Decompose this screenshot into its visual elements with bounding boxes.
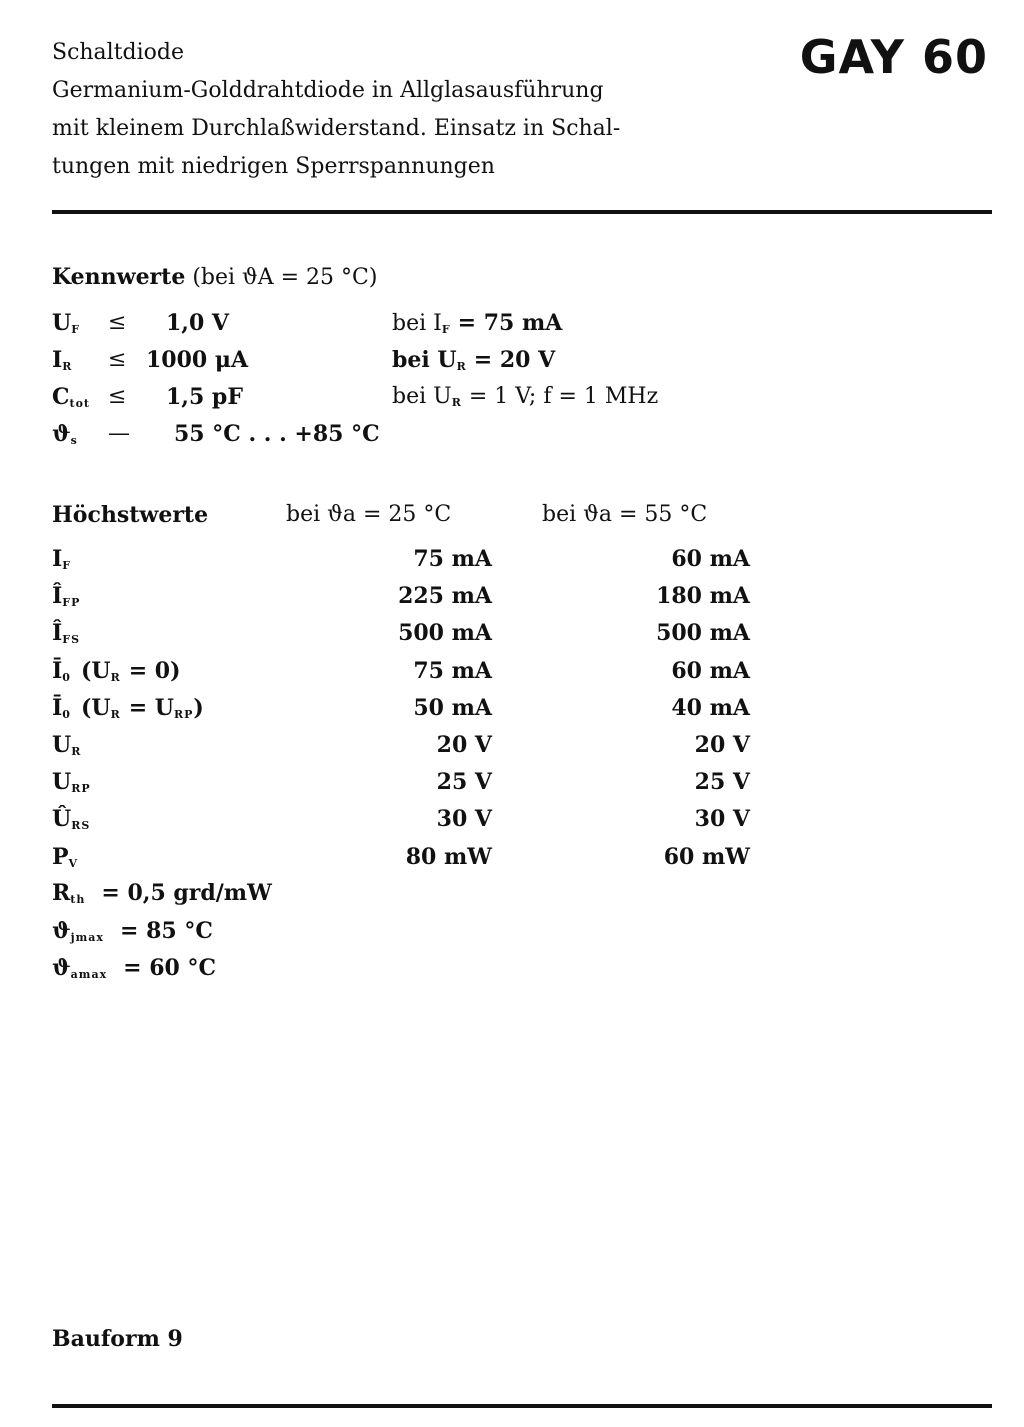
symbol-sub: 0: [62, 671, 71, 684]
value: 1,0 V: [166, 310, 230, 336]
symbol: P: [52, 844, 69, 870]
suffix: (U: [80, 658, 111, 684]
condition-value: = 1 V; f = 1 MHz: [468, 384, 659, 409]
value: = 0,5 grd/mW: [101, 880, 272, 906]
extra-parameter: [52, 918, 213, 944]
value-55c: 20 V: [694, 732, 750, 758]
value: 55 °C . . . +85 °C: [174, 421, 380, 447]
column-header-25: bei ϑa = 25 °C: [286, 502, 452, 527]
value: 1000 μA: [146, 347, 249, 373]
kennwerte-row: [52, 384, 90, 410]
extra-parameter: [52, 880, 272, 906]
symbol: Ī: [52, 658, 63, 684]
symbol: U: [52, 310, 72, 336]
symbol-sub: amax: [70, 968, 108, 981]
value-25c: 75 mA: [413, 658, 492, 684]
symbol-sub: th: [70, 893, 86, 906]
symbol-sub: FP: [62, 596, 81, 609]
symbol: ϑ: [52, 918, 71, 944]
symbol-sub: RP: [71, 782, 91, 795]
value-55c: 60 mA: [671, 658, 750, 684]
symbol-sub: F: [71, 323, 80, 336]
value-55c: 40 mA: [671, 695, 750, 721]
value: = 85 °C: [119, 918, 213, 944]
suffix-sub: RP: [174, 708, 194, 721]
parameter-label: [52, 695, 204, 721]
kennwerte-row: [52, 347, 72, 373]
kennwerte-row: [52, 310, 80, 336]
symbol: I: [52, 347, 63, 373]
value-25c: 80 mW: [405, 844, 492, 870]
hoechstwerte-title: Höchstwerte: [52, 502, 209, 528]
value-55c: 30 V: [694, 806, 750, 832]
parameter-label: [52, 806, 90, 832]
symbol: ϑ: [52, 955, 71, 981]
condition: [392, 310, 562, 336]
parameter-label: [52, 546, 71, 572]
parameter-label: [52, 620, 80, 646]
parameter-label: [52, 658, 181, 684]
suffix-sub: R: [110, 708, 121, 721]
symbol: Ī: [52, 695, 63, 721]
condition-sub: R: [456, 360, 467, 373]
condition: [392, 384, 658, 409]
symbol-sub: V: [68, 857, 79, 870]
parameter-label: [52, 583, 80, 609]
symbol-sub: tot: [69, 397, 91, 410]
symbol: I: [52, 546, 63, 572]
parameter-label: [52, 844, 78, 870]
kennwerte-title: Kennwerte: [52, 264, 186, 290]
value-55c: 60 mW: [663, 844, 750, 870]
symbol: C: [52, 384, 70, 410]
symbol: ϑ: [52, 421, 71, 447]
intro-line: mit kleinem Durchlaßwiderstand. Einsatz in Schal-: [52, 116, 621, 141]
intro-line: Germanium-Golddrahtdiode in Allglasausführung: [52, 78, 604, 103]
suffix-sub: R: [110, 671, 121, 684]
symbol: Û: [52, 806, 72, 832]
symbol: U: [52, 732, 72, 758]
condition: [392, 347, 555, 373]
intro-line: Schaltdiode: [52, 40, 185, 65]
symbol: Î: [52, 620, 63, 646]
intro-line: tungen mit niedrigen Sperrspannungen: [52, 154, 495, 179]
value-25c: 20 V: [436, 732, 492, 758]
value-25c: 75 mA: [413, 546, 492, 572]
parameter-label: [52, 732, 81, 758]
kennwerte-heading: [52, 264, 377, 290]
value-25c: 25 V: [436, 769, 492, 795]
kennwerte-row: [52, 421, 78, 447]
value-25c: 50 mA: [413, 695, 492, 721]
top-divider: [52, 210, 992, 214]
symbol-sub: 0: [62, 708, 71, 721]
value-25c: 225 mA: [398, 583, 492, 609]
relation: —: [108, 421, 130, 446]
intro-text: [52, 34, 620, 186]
relation: ≤: [108, 347, 127, 372]
relation: ≤: [108, 310, 127, 335]
value: = 60 °C: [123, 955, 217, 981]
suffix-rest: = U: [128, 695, 174, 721]
bottom-divider: [52, 1404, 992, 1408]
symbol-sub: F: [62, 559, 72, 572]
value: 1,5 pF: [166, 384, 243, 410]
bauform-label: Bauform 9: [52, 1326, 183, 1352]
extra-parameter: [52, 955, 216, 981]
condition-text: bei U: [392, 384, 452, 409]
relation: ≤: [108, 384, 127, 409]
condition-sub: R: [451, 396, 462, 409]
condition-value: = 75 mA: [457, 310, 563, 336]
suffix-end: ): [193, 695, 204, 721]
condition-text: bei I: [392, 311, 442, 336]
value-55c: 25 V: [694, 769, 750, 795]
symbol: Î: [52, 583, 63, 609]
value-25c: 500 mA: [398, 620, 492, 646]
column-header-55: bei ϑa = 55 °C: [542, 502, 708, 527]
condition-sub: F: [441, 323, 451, 336]
symbol-sub: R: [62, 360, 73, 373]
symbol: U: [52, 769, 72, 795]
symbol-sub: s: [70, 434, 78, 447]
value-55c: 60 mA: [671, 546, 750, 572]
suffix: (U: [80, 695, 111, 721]
symbol-sub: RS: [71, 819, 91, 832]
value-55c: 180 mA: [656, 583, 750, 609]
condition-value: = 20 V: [473, 347, 556, 373]
product-title: GAY 60: [799, 30, 988, 84]
symbol-sub: R: [71, 745, 82, 758]
parameter-label: [52, 769, 91, 795]
symbol: R: [52, 880, 71, 906]
condition-text: bei U: [392, 347, 457, 373]
symbol-sub: FS: [62, 633, 81, 646]
value-25c: 30 V: [436, 806, 492, 832]
kennwerte-condition: (bei ϑA = 25 °C): [192, 265, 378, 290]
symbol-sub: jmax: [70, 931, 104, 944]
suffix-rest: = 0): [128, 658, 181, 684]
value-55c: 500 mA: [656, 620, 750, 646]
